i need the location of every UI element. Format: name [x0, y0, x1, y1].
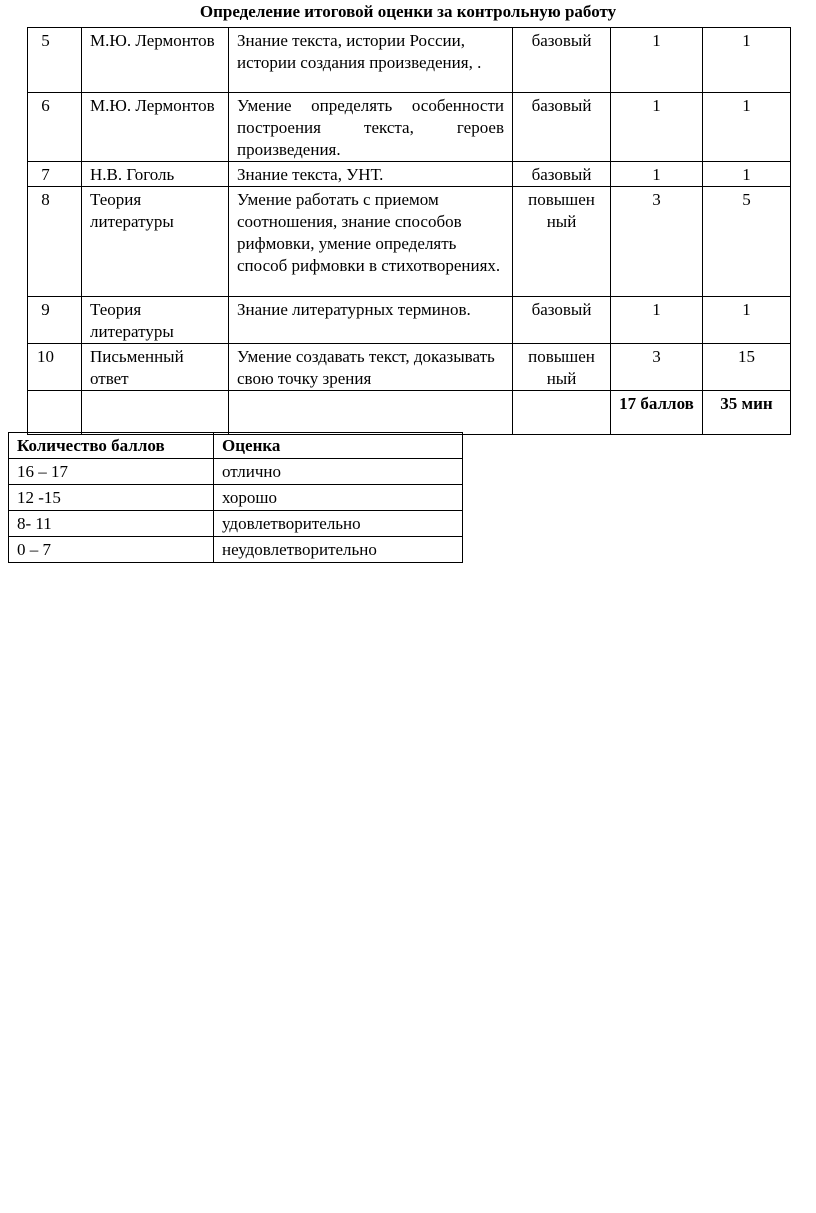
task-topic: Теория литературы — [82, 297, 229, 344]
task-level: базовый — [513, 162, 611, 187]
table-row — [28, 297, 791, 344]
task-topic: М.Ю. Лермонтов — [82, 93, 229, 162]
task-level: повышен ный — [513, 344, 611, 391]
task-points: 3 — [611, 187, 703, 297]
table-row — [28, 162, 791, 187]
total-row — [28, 391, 791, 435]
task-time: 1 — [703, 162, 791, 187]
table-row — [9, 485, 463, 511]
score-range: 12 -15 — [9, 485, 214, 511]
table-row — [9, 537, 463, 563]
page-title: Определение итоговой оценки за контрольную работу — [199, 2, 617, 21]
task-points: 3 — [611, 344, 703, 391]
table-row — [9, 511, 463, 537]
score-range: 16 – 17 — [9, 459, 214, 485]
task-topic: М.Ю. Лермонтов — [82, 28, 229, 93]
task-points: 1 — [611, 28, 703, 93]
task-skill: Умение создавать текст, доказывать свою точку зрения — [229, 344, 513, 391]
task-level: повышен ный — [513, 187, 611, 297]
task-number: 6 — [28, 93, 82, 162]
grading-scale-table — [8, 432, 463, 563]
task-level: базовый — [513, 93, 611, 162]
task-skill: Знание текста, истории России, истории создания произведения, . — [229, 28, 513, 93]
task-time: 1 — [703, 28, 791, 93]
task-time: 1 — [703, 93, 791, 162]
total-time: 35 мин — [703, 391, 791, 435]
table-row — [28, 344, 791, 391]
task-skill: Знание литературных терминов. — [229, 297, 513, 344]
task-number: 8 — [28, 187, 82, 297]
task-skill: Умение работать с приемом соотношения, знание способов рифмовки, умение определять способ рифмовки в стихотворениях. — [229, 187, 513, 297]
empty-cell — [513, 391, 611, 435]
task-topic: Теория литературы — [82, 187, 229, 297]
task-number: 9 — [28, 297, 82, 344]
table-header-row — [9, 433, 463, 459]
task-skill: Умение определять особенности построения текста, героев произведения. — [229, 93, 513, 162]
grade-value: неудовлетворительно — [214, 537, 463, 563]
table-row — [28, 28, 791, 93]
grade-value: отлично — [214, 459, 463, 485]
score-range: 8- 11 — [9, 511, 214, 537]
empty-cell — [82, 391, 229, 435]
task-time: 15 — [703, 344, 791, 391]
task-number: 10 — [28, 344, 82, 391]
assessment-table — [27, 27, 791, 435]
task-level: базовый — [513, 297, 611, 344]
task-time: 5 — [703, 187, 791, 297]
task-time: 1 — [703, 297, 791, 344]
grade-value: хорошо — [214, 485, 463, 511]
grade-value: удовлетворительно — [214, 511, 463, 537]
table-row — [9, 459, 463, 485]
table-row — [28, 187, 791, 297]
empty-cell — [28, 391, 82, 435]
task-topic: Письменный ответ — [82, 344, 229, 391]
task-points: 1 — [611, 297, 703, 344]
score-column-header: Количество баллов — [9, 433, 214, 459]
task-number: 5 — [28, 28, 82, 93]
task-level: базовый — [513, 28, 611, 93]
grade-column-header: Оценка — [214, 433, 463, 459]
empty-cell — [229, 391, 513, 435]
task-points: 1 — [611, 93, 703, 162]
task-skill: Знание текста, УНТ. — [229, 162, 513, 187]
total-points: 17 баллов — [611, 391, 703, 435]
task-points: 1 — [611, 162, 703, 187]
task-topic: Н.В. Гоголь — [82, 162, 229, 187]
score-range: 0 – 7 — [9, 537, 214, 563]
table-row — [28, 93, 791, 162]
task-number: 7 — [28, 162, 82, 187]
